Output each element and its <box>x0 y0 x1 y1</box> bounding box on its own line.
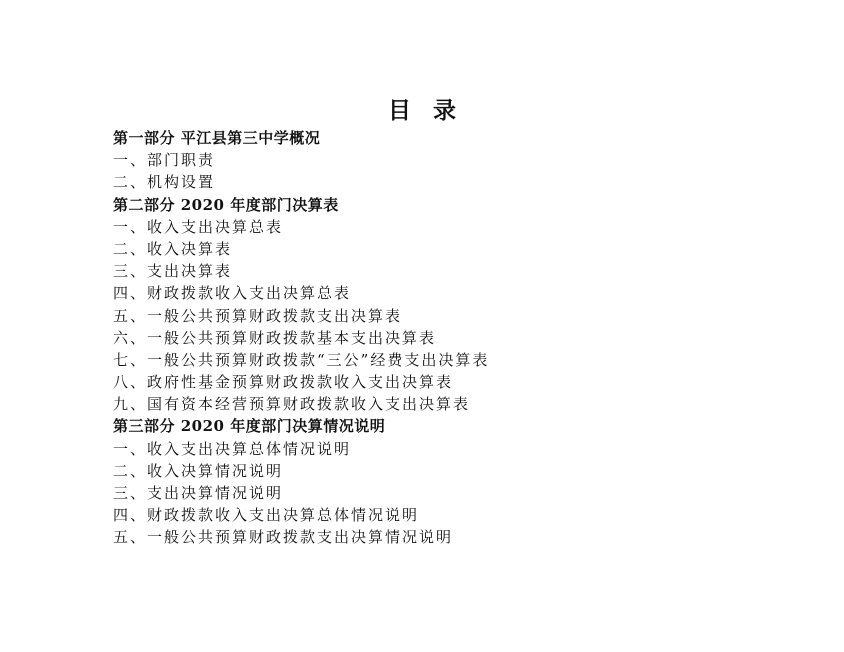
toc-entry: 三、支出决算情况说明 <box>113 484 284 502</box>
toc-entry: 二、收入决算情况说明 <box>113 461 284 480</box>
toc-entry: 一、部门职责 <box>113 151 216 170</box>
toc-part-3: 第三部分 2020 年度部门决算情况说明 <box>113 417 386 436</box>
toc-part-2: 第二部分 2020 年度部门决算表 <box>113 195 339 214</box>
toc-entry: 一、收入支出决算总表 <box>113 217 284 236</box>
toc-entry: 八、政府性基金预算财政拨款收入支出决算表 <box>113 373 454 392</box>
toc-entry: 九、国有资本经营预算财政拨款收入支出决算表 <box>113 395 471 414</box>
toc-part-1: 第一部分 平江县第三中学概况 <box>113 129 321 147</box>
toc-entry: 七、一般公共预算财政拨款“三公”经费支出决算表 <box>113 350 490 369</box>
toc-entry: 六、一般公共预算财政拨款基本支出决算表 <box>113 328 437 347</box>
toc-entry: 五、一般公共预算财政拨款支出决算表 <box>113 306 403 325</box>
page-title: 目录 <box>388 97 478 124</box>
table-of-contents <box>113 127 489 549</box>
toc-entry: 五、一般公共预算财政拨款支出决算情况说明 <box>113 528 454 547</box>
toc-entry: 三、支出决算表 <box>113 262 233 281</box>
toc-entry: 四、财政拨款收入支出决算总表 <box>113 284 352 303</box>
toc-entry: 一、收入支出决算总体情况说明 <box>113 439 352 458</box>
toc-entry: 四、财政拨款收入支出决算总体情况说明 <box>113 506 420 525</box>
toc-entry: 二、机构设置 <box>113 173 216 192</box>
toc-entry: 二、收入决算表 <box>113 239 233 258</box>
